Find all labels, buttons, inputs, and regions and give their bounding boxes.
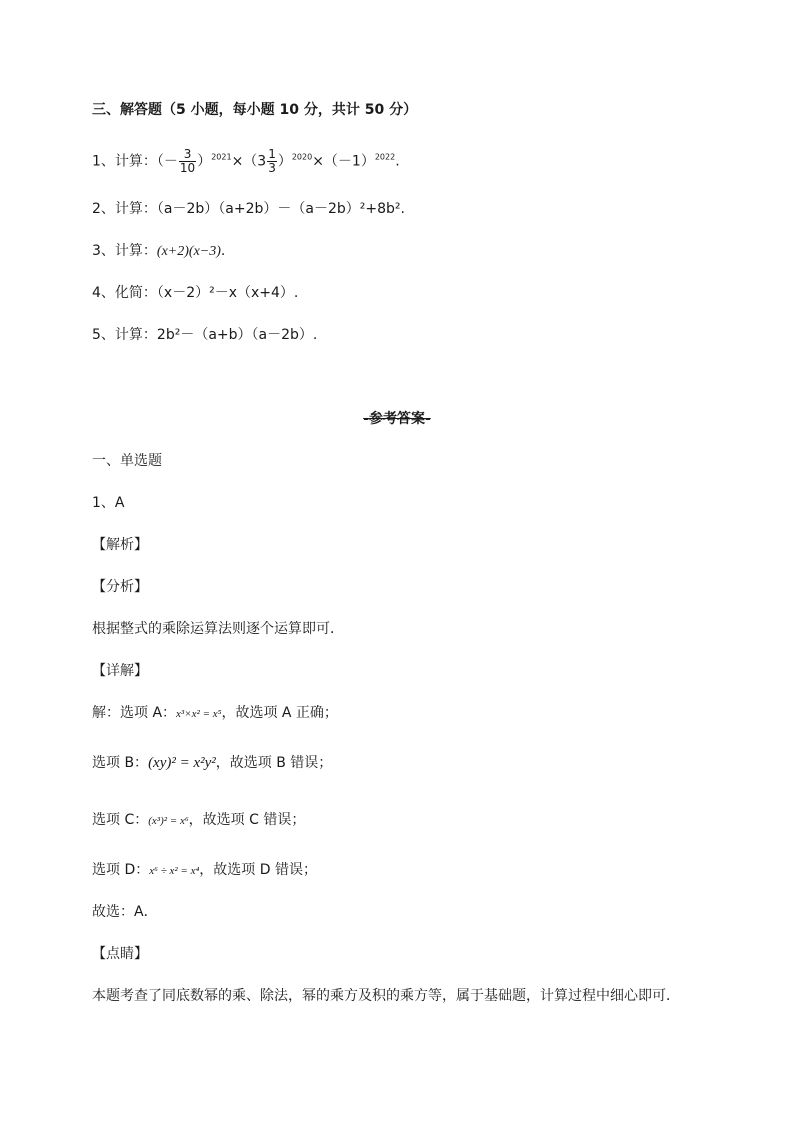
dianjing-label: 【点睛】 bbox=[92, 946, 148, 962]
option-a-suffix: ，故选项 A 正确； bbox=[221, 705, 338, 721]
option-d-suffix: ，故选项 D 错误； bbox=[199, 862, 317, 878]
q1-fraction-2-numerator: 1 bbox=[268, 147, 276, 161]
q1-fraction-2 bbox=[267, 148, 277, 175]
option-d-math: x⁶ ÷ x² = x⁴ bbox=[149, 865, 200, 877]
option-a-math: x³×x² = x⁵ bbox=[176, 708, 222, 720]
option-d-prefix: 选项 D： bbox=[92, 862, 150, 878]
q1-fraction-1-denominator: 10 bbox=[179, 161, 196, 175]
q3-prefix: 3、计算： bbox=[92, 243, 157, 259]
question-4: 4、化简：（x－2）²－x（x+4）. bbox=[92, 285, 299, 301]
q1-exponent-3: 2022 bbox=[374, 152, 396, 162]
q1-exponent-2: 2020 bbox=[291, 152, 313, 162]
option-c-line bbox=[92, 810, 305, 831]
q1-close-paren-1: ） bbox=[197, 153, 212, 170]
option-a-prefix: 解：选项 A： bbox=[92, 705, 177, 721]
q1-prefix: 1、计算： bbox=[92, 153, 157, 170]
xiangjie-label: 【详解】 bbox=[92, 663, 148, 679]
q1-end: . bbox=[395, 153, 400, 170]
option-b-suffix: ，故选项 B 错误； bbox=[215, 755, 333, 771]
q1-fraction-1 bbox=[179, 148, 196, 175]
q1-times-1: ×（3 bbox=[231, 153, 267, 170]
q1-fraction-2-denominator: 3 bbox=[268, 161, 276, 175]
answers-title: -参考答案- bbox=[363, 411, 431, 427]
option-b-prefix: 选项 B： bbox=[92, 755, 149, 771]
fenxi-label: 【分析】 bbox=[92, 579, 148, 595]
q3-expression: (x+2)(x−3) bbox=[156, 244, 221, 259]
option-a-line bbox=[92, 703, 338, 724]
option-b-line bbox=[92, 753, 332, 773]
section-heading: 三、解答题（5 小题，每小题 10 分，共计 50 分） bbox=[92, 102, 418, 118]
option-d-line bbox=[92, 860, 317, 881]
question-2: 2、计算：（a－2b）（a+2b）－（a－2b）²+8b². bbox=[92, 201, 405, 217]
q1-times-2: ×（－1） bbox=[312, 153, 375, 170]
answer-item-1: 1、A bbox=[92, 495, 125, 511]
guxuan-text: 故选：A． bbox=[92, 904, 158, 920]
q1-open-paren: （－ bbox=[156, 153, 178, 170]
option-c-suffix: ，故选项 C 错误； bbox=[188, 812, 306, 828]
q1-close-paren-2: ） bbox=[277, 153, 292, 170]
q1-fraction-1-numerator: 3 bbox=[179, 148, 196, 162]
q1-exponent-1: 2021 bbox=[211, 152, 232, 162]
option-c-prefix: 选项 C： bbox=[92, 812, 149, 828]
jiexi-label: 【解析】 bbox=[92, 537, 148, 553]
question-5: 5、计算：2b²－（a+b）（a－2b）. bbox=[92, 327, 318, 343]
option-c-math: (x³)² = x⁶ bbox=[148, 815, 189, 827]
option-b-math: (xy)² = x²y² bbox=[148, 755, 216, 771]
dianjing-text: 本题考查了同底数幂的乘、除法，幂的乘方及积的乘方等，属于基础题，计算过程中细心即可． bbox=[92, 988, 680, 1004]
fenxi-text: 根据整式的乘除运算法则逐个运算即可． bbox=[92, 621, 344, 637]
question-3 bbox=[92, 241, 225, 262]
question-1 bbox=[92, 148, 400, 175]
answers-section-1: 一、单选题 bbox=[92, 453, 162, 469]
q3-end: . bbox=[220, 243, 226, 259]
